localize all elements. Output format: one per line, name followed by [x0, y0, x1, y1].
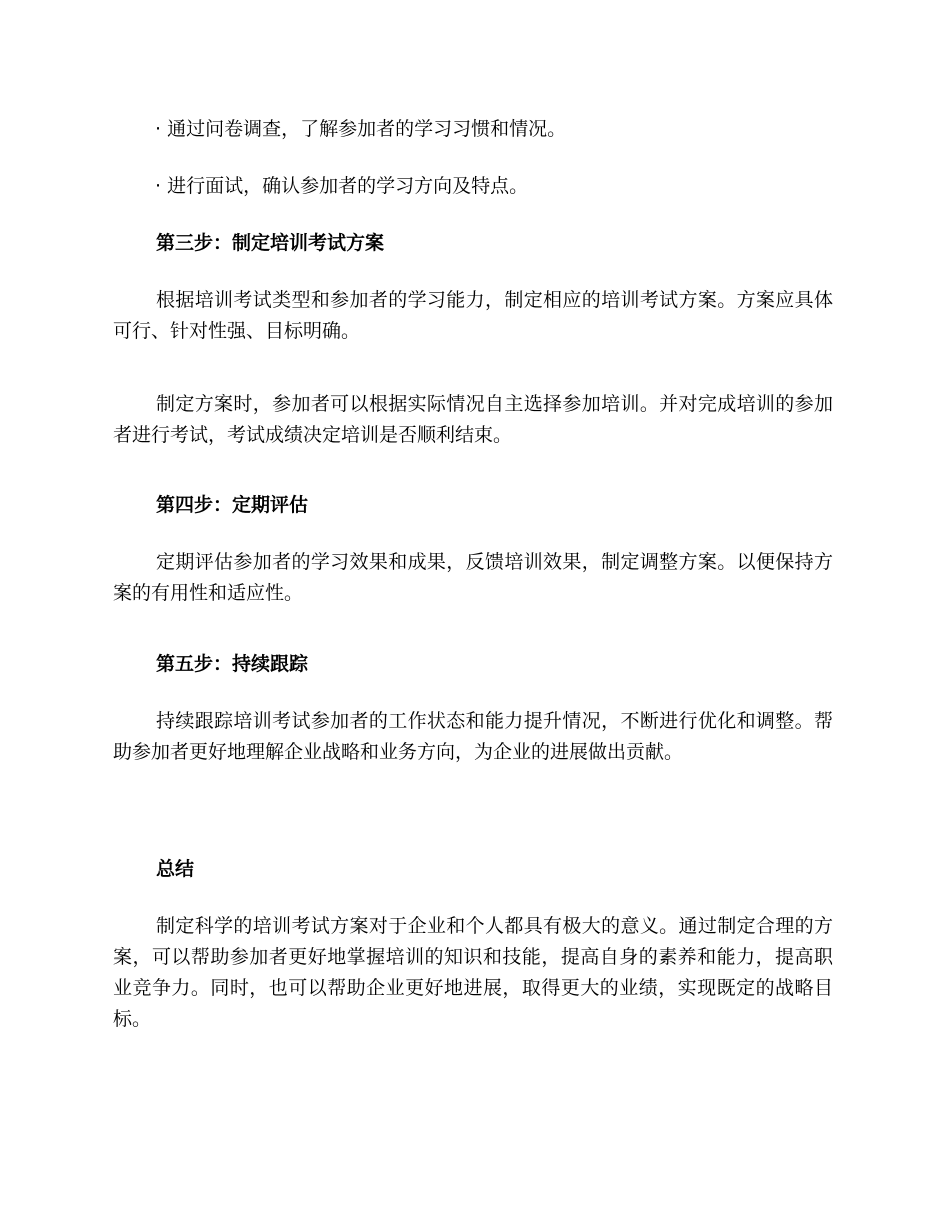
section-heading-step3: 第三步：制定培训考试方案: [156, 232, 385, 254]
paragraph: 制定科学的培训考试方案对于企业和个人都具有极大的意义。通过制定合理的方案，可以帮助参加者更好地掌握培训的知识和技能，提高自身的素养和能力，提高职业竞争力。同时，也可以帮助企业更好地进展，取得更大的业绩，实现既定的战略目标。: [113, 915, 833, 1030]
section-heading-step4: 第四步：定期评估: [156, 494, 309, 516]
paragraph: 持续跟踪培训考试参加者的工作状态和能力提升情况，不断进行优化和调整。帮助参加者更好地理解企业战略和业务方向，为企业的进展做出贡献。: [113, 710, 833, 763]
section-heading-summary: 总结: [156, 858, 195, 880]
paragraph: 定期评估参加者的学习效果和成果，反馈培训效果，制定调整方案。以便保持方案的有用性和适应性。: [113, 551, 833, 604]
bullet-item: · 通过问卷调查，了解参加者的学习习惯和情况。: [155, 118, 567, 140]
bullet-item: · 进行面试，确认参加者的学习方向及特点。: [155, 175, 529, 197]
paragraph: 制定方案时，参加者可以根据实际情况自主选择参加培训。并对完成培训的参加者进行考试，考试成绩决定培训是否顺利结束。: [113, 393, 833, 446]
paragraph: 根据培训考试类型和参加者的学习能力，制定相应的培训考试方案。方案应具体可行、针对性强、目标明确。: [113, 289, 833, 342]
section-heading-step5: 第五步：持续跟踪: [156, 653, 309, 675]
